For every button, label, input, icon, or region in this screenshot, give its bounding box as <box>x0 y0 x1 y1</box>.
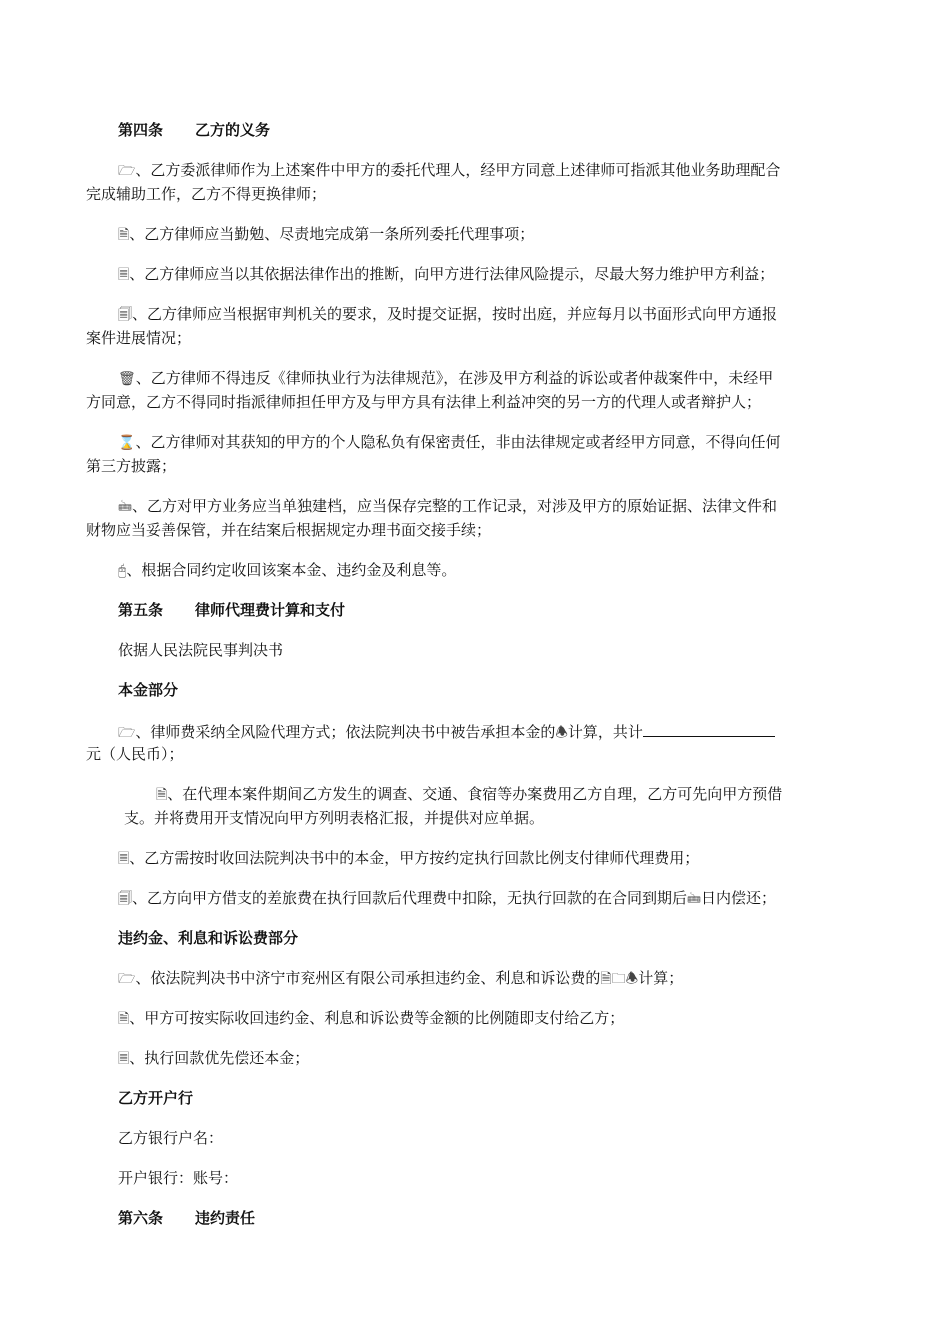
art4-item-1-line-2: 完成辅助工作，乙方不得更换律师； <box>86 185 327 203</box>
penalty-item-2: 🗎、甲方可按实际收回违约金、利息和诉讼费等金额的比例随即支付给乙方； <box>118 1009 625 1027</box>
principal-item-1-line-2: 元（人民币）； <box>86 745 184 763</box>
pages-icon: 🗐 <box>118 891 132 907</box>
document-icon: 🗎 <box>156 787 168 803</box>
article-4-heading <box>118 120 270 140</box>
amount-blank[interactable] <box>643 720 775 737</box>
art4-item-5-line-2: 方同意，乙方不得同时指派律师担任甲方及与甲方具有法律上利益冲突的另一方的代理人或者辩护人； <box>86 393 762 411</box>
page-icon: 🗏 <box>118 1051 130 1067</box>
penalty-item-3: 🗏、执行回款优先偿还本金； <box>118 1049 310 1067</box>
bell-icon: 🕭 <box>555 725 568 741</box>
art4-item-5-line-1: 🗑、乙方律师不得违反《律师执业行为法律规范》，在涉及甲方利益的诉讼或者仲裁案件中，未经甲 <box>118 369 774 387</box>
hourglass-icon: ⌛ <box>118 435 136 451</box>
art5-basis: 依据人民法院民事判决书 <box>118 641 284 659</box>
art4-item-8: 🖰、根据合同约定收回该案本金、违约金及利息等。 <box>118 561 457 579</box>
folder-open-icon: 🗁 <box>118 163 136 179</box>
principal-item-1-line-1: 🗁、律师费采纳全风险代理方式；依法院判决书中被告承担本金的🕭计算，共计 <box>118 720 775 743</box>
art4-item-2: 🗎、乙方律师应当勤勉、尽责地完成第一条所列委托代理事项； <box>118 225 535 243</box>
article-5-title: 律师代理费计算和支付 <box>195 601 346 619</box>
mouse-icon: 🖰 <box>118 563 127 579</box>
penalty-section-title: 违约金、利息和诉讼费部分 <box>118 929 299 947</box>
article-5-heading <box>118 600 345 620</box>
wastebasket-icon: 🗑 <box>118 371 136 387</box>
pages-icon: 🗐 <box>118 307 132 323</box>
article-6-title: 违约责任 <box>195 1209 256 1227</box>
keyboard-icon: 🖮 <box>687 891 702 907</box>
document-icon: 🗎 <box>118 227 130 243</box>
page-icon: 🗏 <box>118 851 130 867</box>
art4-item-7-line-1: 🖮、乙方对甲方业务应当单独建档，应当保存完整的工作记录，对涉及甲方的原始证据、法律文件和 <box>118 497 778 515</box>
art4-item-1-line-1: 🗁、乙方委派律师作为上述案件中甲方的委托代理人，经甲方同意上述律师可指派其他业务助理配合 <box>118 161 781 179</box>
bank-line <box>118 1168 238 1188</box>
article-6-heading <box>118 1208 255 1228</box>
bank-section-title: 乙方开户行 <box>118 1089 194 1107</box>
principal-section-title: 本金部分 <box>118 681 179 699</box>
art4-item-6-line-2: 第三方披露； <box>86 457 177 475</box>
art4-item-3: 🗏、乙方律师应当以其依据法律作出的推断，向甲方进行法律风险提示，尽最大努力维护甲方利益； <box>118 265 775 283</box>
article-4-number: 第四条 <box>118 121 164 139</box>
account-label: 账号： <box>193 1169 239 1187</box>
bank-label: 开户银行： <box>118 1169 194 1187</box>
keyboard-icon: 🖮 <box>118 499 132 515</box>
principal-item-3: 🗏、乙方需按时收回法院判决书中的本金，甲方按约定执行回款比例支付律师代理费用； <box>118 849 700 867</box>
document-folder-bell-icon: 🗎🗀🕭 <box>600 971 639 987</box>
art4-item-7-line-2: 财物应当妥善保管，并在结案后根据规定办理书面交接手续； <box>86 521 492 539</box>
folder-open-icon: 🗁 <box>118 725 136 741</box>
folder-open-icon: 🗁 <box>118 971 136 987</box>
principal-item-2-line-2: 支。并将费用开支情况向甲方列明表格汇报，并提供对应单据。 <box>124 809 545 827</box>
principal-item-2-line-1: 🗎、在代理本案件期间乙方发生的调查、交通、食宿等办案费用乙方自理，乙方可先向甲方预借 <box>156 785 783 803</box>
document-icon: 🗎 <box>118 1011 130 1027</box>
page-icon: 🗏 <box>118 267 130 283</box>
penalty-item-1: 🗁、依法院判决书中济宁市兖州区有限公司承担违约金、利息和诉讼费的🗎🗀🕭计算； <box>118 969 684 987</box>
bank-account-name-label: 乙方银行户名： <box>118 1129 224 1147</box>
principal-item-4: 🗐、乙方向甲方借支的差旅费在执行回款后代理费中扣除，无执行回款的在合同到期后🖮日内偿还； <box>118 889 777 907</box>
article-6-number: 第六条 <box>118 1209 164 1227</box>
art4-item-4-line-2: 案件进展情况； <box>86 329 192 347</box>
art4-item-4-line-1: 🗐、乙方律师应当根据审判机关的要求，及时提交证据，按时出庭，并应每月以书面形式向甲方通报 <box>118 305 778 323</box>
article-4-title: 乙方的义务 <box>195 121 271 139</box>
art4-item-6-line-1: ⌛、乙方律师对其获知的甲方的个人隐私负有保密责任，非由法律规定或者经甲方同意，不得向任何 <box>118 433 781 451</box>
article-5-number: 第五条 <box>118 601 164 619</box>
